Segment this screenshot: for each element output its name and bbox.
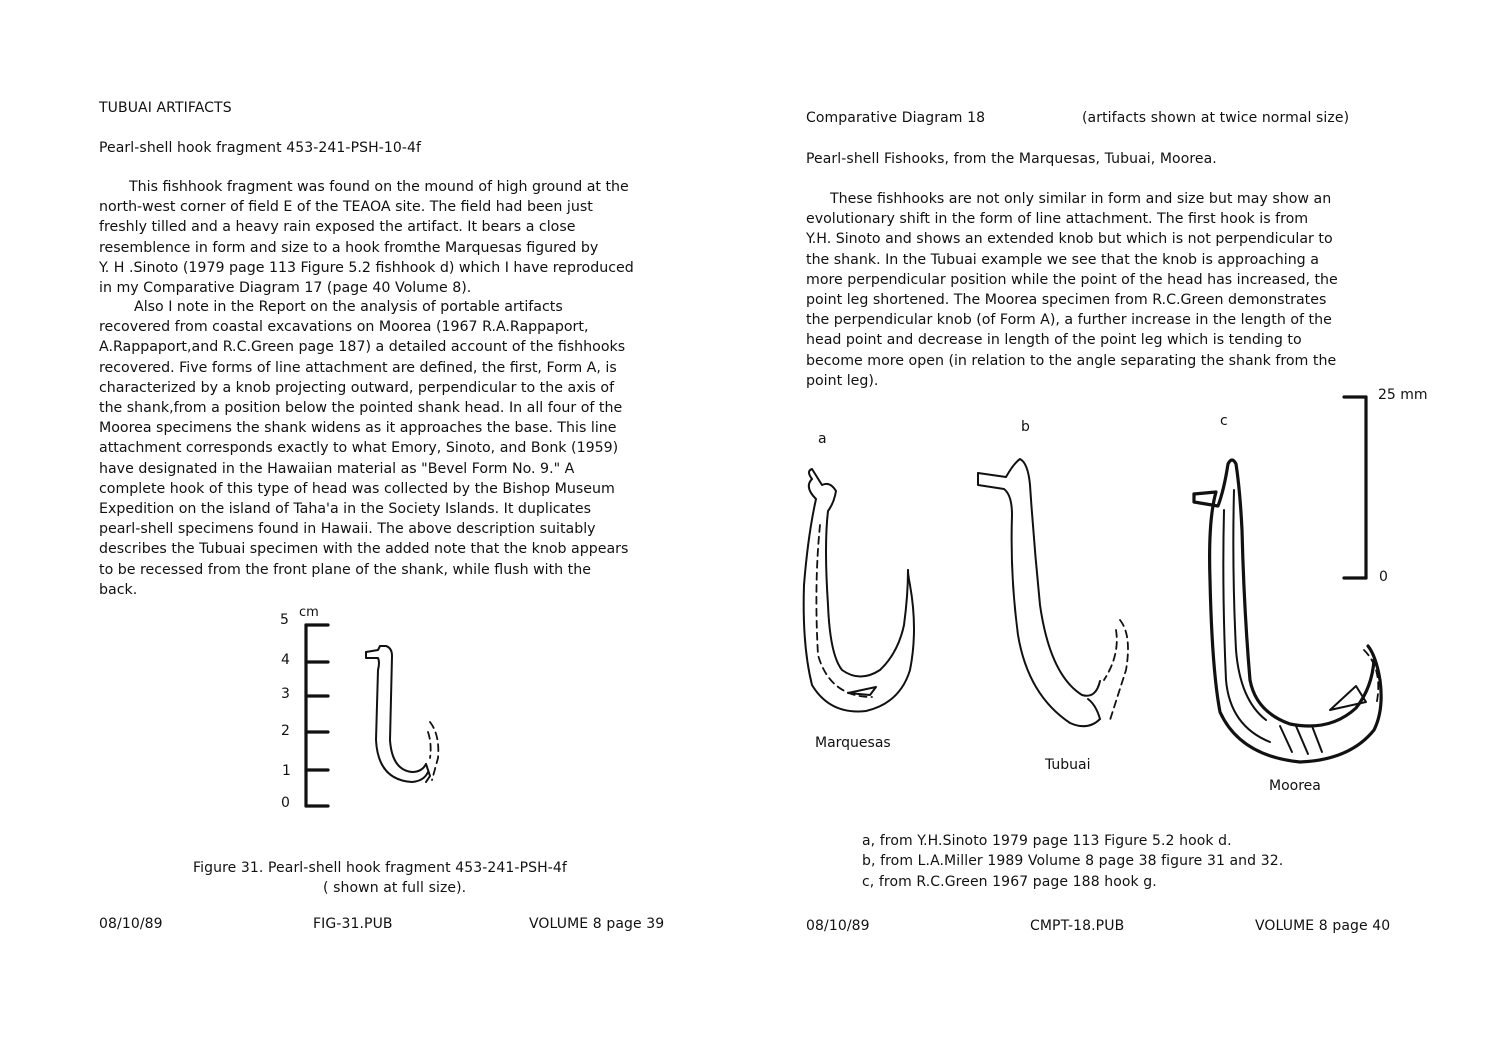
text-line: Y.H. Sinoto and shows an extended knob but which is not perpendicular to [806, 231, 1333, 248]
hook-b-tubuai-drawing [970, 455, 1140, 745]
text-line: A.Rappaport,and R.C.Green page 187) a detailed account of the fishhooks [99, 339, 626, 356]
text-line: Y. H .Sinoto (1979 page 113 Figure 5.2 fishhook d) which I have reproduced [99, 259, 634, 276]
text-line: recovered from coastal excavations on Moorea (1967 R.A.Rappaport, [99, 319, 589, 336]
source-line-b: b, from L.A.Miller 1989 Volume 8 page 38 figure 31 and 32. [862, 853, 1284, 869]
hook-c-moorea-drawing [1180, 450, 1390, 780]
text-line: attachment corresponds exactly to what Emory, Sinoto, and Bonk (1959) [99, 440, 619, 457]
scale-unit-label: cm [299, 605, 319, 620]
hook-label-marquesas: Marquesas [815, 735, 891, 751]
right-page-title: Comparative Diagram 18 [806, 110, 986, 126]
hook-letter-b: b [1021, 419, 1030, 435]
text-line: have designated in the Hawaiian material as "Bevel Form No. 9." A [99, 460, 575, 477]
scale-tick-label: 0 [281, 795, 290, 811]
text-line: back. [99, 581, 138, 598]
text-line: recovered. Five forms of line attachment are defined, the first, Form A, is [99, 359, 617, 376]
right-page-note: (artifacts shown at twice normal size) [1082, 110, 1350, 126]
text-line: point leg shortened. The Moorea specimen from R.C.Green demonstrates [806, 292, 1327, 309]
scale-tick-label: 2 [281, 723, 290, 739]
scale-tick-label: 1 [282, 763, 291, 779]
text-line: in my Comparative Diagram 17 (page 40 Volume 8). [99, 280, 472, 297]
text-line: These fishhooks are not only similar in form and size but may show an [830, 191, 1332, 207]
text-line: complete hook of this type of head was collected by the Bishop Museum [99, 480, 615, 497]
text-line: resemblence in form and size to a hook fromthe Marquesas figured by [99, 239, 599, 256]
right-page-subtitle: Pearl-shell Fishooks, from the Marquesas, Tubuai, Moorea. [806, 151, 1217, 167]
text-line: north-west corner of field E of the TEAOA site. The field had been just [99, 199, 593, 216]
figure-caption-note: ( shown at full size). [323, 880, 467, 896]
right-footer-file: CMPT-18.PUB [1030, 918, 1125, 934]
hook-letter-a: a [818, 431, 827, 447]
text-line: more perpendicular position while the point of the head has increased, the [806, 271, 1338, 288]
source-line-a: a, from Y.H.Sinoto 1979 page 113 Figure 5.2 hook d. [862, 833, 1232, 849]
text-line: evolutionary shift in the form of line attachment. The first hook is from [806, 211, 1309, 228]
hook-label-moorea: Moorea [1269, 778, 1321, 794]
text-line: to be recessed from the front plane of the shank, while flush with the [99, 561, 591, 578]
text-line: the shank,from a position below the pointed shank head. In all four of the [99, 400, 623, 417]
text-line: freshly tilled and a heavy rain exposed the artifact. It bears a close [99, 219, 576, 236]
hook-label-tubuai: Tubuai [1045, 757, 1091, 773]
scale-tick-label: 4 [281, 652, 290, 668]
left-footer-page: VOLUME 8 page 39 [529, 916, 665, 932]
text-line: head point and decrease in length of the point leg which is tending to [806, 332, 1302, 349]
right-footer-date: 08/10/89 [806, 918, 870, 934]
text-line: Moorea specimens the shank widens as it approaches the base. This line [99, 420, 617, 437]
left-page-heading: TUBUAI ARTIFACTS [99, 100, 232, 116]
right-footer-page: VOLUME 8 page 40 [1255, 918, 1391, 934]
left-footer-date: 08/10/89 [99, 916, 163, 932]
text-line: pearl-shell specimens found in Hawaii. The above description suitably [99, 521, 596, 538]
left-page-subheading: Pearl-shell hook fragment 453-241-PSH-10-4f [99, 140, 422, 156]
scale-tick-label: 3 [281, 686, 290, 702]
text-line: the perpendicular knob (of Form A), a further increase in the length of the [806, 312, 1332, 329]
scale-tick-label: 5 [280, 612, 289, 628]
hook-letter-c: c [1220, 413, 1228, 429]
left-footer-file: FIG-31.PUB [313, 916, 393, 932]
hook-a-marquesas-drawing [790, 465, 930, 745]
text-line: Expedition on the island of Taha'a in the Society Islands. It duplicates [99, 501, 591, 518]
text-line: characterized by a knob projecting outward, perpendicular to the axis of [99, 379, 615, 396]
figure-caption: Figure 31. Pearl-shell hook fragment 453-241-PSH-4f [193, 860, 567, 876]
text-line: Also I note in the Report on the analysis of portable artifacts [134, 299, 563, 315]
text-line: become more open (in relation to the angle separating the shank from the [806, 352, 1337, 369]
source-line-c: c, from R.C.Green 1967 page 188 hook g. [862, 874, 1157, 890]
text-line: the shank. In the Tubuai example we see that the knob is approaching a [806, 251, 1319, 268]
text-line: point leg). [806, 372, 879, 389]
text-line: describes the Tubuai specimen with the added note that the knob appears [99, 541, 629, 558]
scale-top-label: 25 mm [1378, 387, 1428, 403]
scale-bottom-label: 0 [1379, 569, 1388, 585]
text-line: This fishhook fragment was found on the mound of high ground at the [129, 179, 629, 195]
